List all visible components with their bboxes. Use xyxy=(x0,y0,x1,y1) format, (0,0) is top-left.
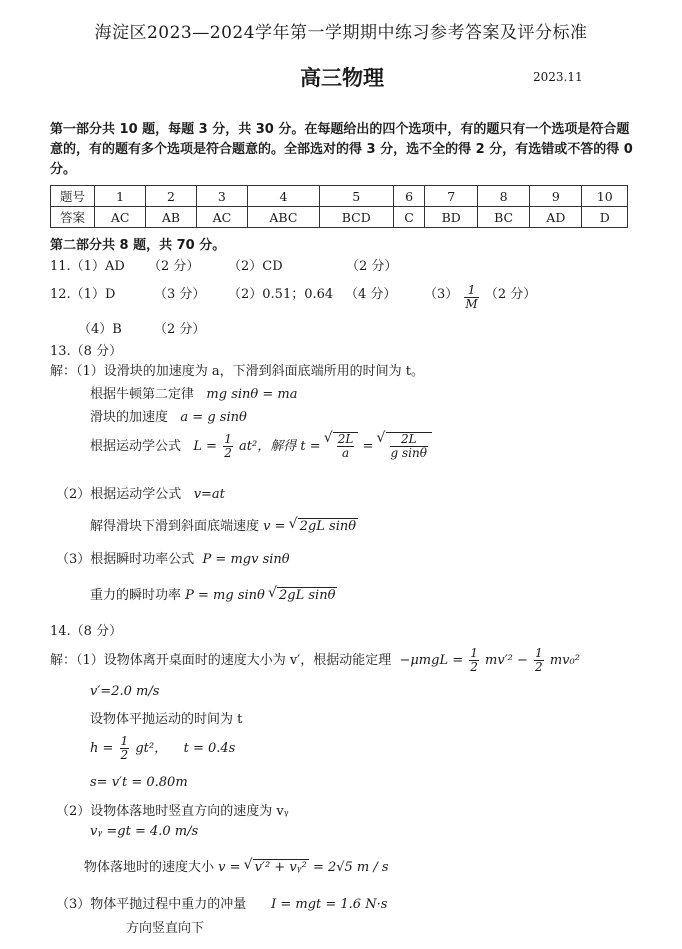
q13-line-5-text: （2）根据运动学公式 xyxy=(56,487,182,502)
q12-answer-3 xyxy=(424,283,536,311)
q13-line-6 xyxy=(90,515,358,534)
q11-answer-1: 11.（1）AD xyxy=(50,259,125,274)
q12-answer-3-label: （3） xyxy=(424,287,459,302)
q12-score-1: （3 分） xyxy=(154,287,206,302)
q13-line-4 xyxy=(90,432,432,460)
table-cell: AD xyxy=(530,207,582,228)
fraction-denominator: 2 xyxy=(224,446,232,460)
table-cell: BC xyxy=(478,207,530,228)
q13-line-4-text: 根据运动学公式 xyxy=(90,439,182,454)
q14-line-3: 设物体平抛运动的时间为 t xyxy=(90,712,243,727)
q14-line-9 xyxy=(56,893,387,912)
fraction-half xyxy=(223,433,233,460)
q13-line-6-pre: v = xyxy=(263,519,286,534)
q11-score-2: （2 分） xyxy=(346,259,398,274)
q14-line-1-post: mv₀² xyxy=(549,653,580,668)
q13-line-2-text: 根据牛顿第二定律 xyxy=(90,387,195,402)
sqrt-expression: √ v′² + vᵧ² xyxy=(253,859,309,875)
q14-heading: 14.（8 分） xyxy=(50,624,123,639)
q13-line-2 xyxy=(90,383,297,402)
q13-line-8-pre: P = mg sinθ xyxy=(185,588,265,603)
sqrt-expression: √ 2gL sinθ xyxy=(298,518,358,534)
table-cell: 4 xyxy=(248,186,320,207)
sqrt-expression xyxy=(386,432,432,460)
table-header-cell: 答案 xyxy=(51,207,95,228)
table-cell: AB xyxy=(146,207,196,228)
q13-line-4-t: t = xyxy=(300,439,321,454)
fraction-numerator: 1 xyxy=(120,734,129,748)
q14-line-2: v′=2.0 m/s xyxy=(90,684,160,699)
fraction-numerator: 1 xyxy=(470,646,478,660)
part2-intro: 第二部分共 8 题，共 70 分。 xyxy=(50,238,226,253)
fraction-half xyxy=(469,647,479,674)
fraction-denominator: g sinθ xyxy=(390,446,427,460)
q14-line-9-formula: I = mgt = 1.6 N·s xyxy=(271,897,388,912)
q12-score-3: （2 分） xyxy=(484,287,537,302)
q14-line-8 xyxy=(84,856,389,875)
fraction-denominator: 2 xyxy=(535,660,543,674)
fraction-denominator: M xyxy=(465,297,478,311)
sqrt-fraction xyxy=(390,433,428,460)
q13-line-7-formula: P = mgv sinθ xyxy=(202,552,290,567)
table-cell: BCD xyxy=(319,207,393,228)
table-cell: 6 xyxy=(393,186,425,207)
q13-line-2-formula: mg sinθ = ma xyxy=(206,387,298,402)
table-cell: 1 xyxy=(95,186,146,207)
q13-line-7-text: （3）根据瞬时功率公式 xyxy=(56,552,195,567)
fraction-denominator: 2 xyxy=(470,660,478,674)
fraction-numerator: √ 2L xyxy=(337,432,354,446)
fraction-denominator: a xyxy=(341,446,350,460)
q12-answer-1: 12.（1）D xyxy=(50,287,116,302)
table-cell: 3 xyxy=(196,186,247,207)
q14-line-5: s= v′t = 0.80m xyxy=(90,775,188,790)
q11-answer-2: （2）CD xyxy=(228,259,283,274)
document-subtitle: 高三物理 xyxy=(300,66,384,90)
table-cell: AC xyxy=(196,207,247,228)
table-cell: 5 xyxy=(319,186,393,207)
q13-line-8-text: 重力的瞬时功率 xyxy=(90,588,182,603)
q13-line-8 xyxy=(90,584,337,603)
answer-table xyxy=(50,185,628,228)
q13-line-5 xyxy=(56,483,225,502)
q14-line-4 xyxy=(90,735,235,762)
q14-line-4-pre: h = xyxy=(90,741,114,756)
fraction-denominator: 2 xyxy=(120,748,129,762)
q11-score-1: （2 分） xyxy=(148,259,200,274)
table-header-cell: 题号 xyxy=(51,186,95,207)
fraction-numerator: √ 2L xyxy=(390,433,428,447)
table-cell: D xyxy=(582,207,628,228)
equals-sign: = xyxy=(362,439,374,454)
q14-line-8-post: = 2√5 m / s xyxy=(312,860,389,875)
q12-score-4: （2 分） xyxy=(154,322,206,337)
table-cell: 8 xyxy=(478,186,530,207)
table-row-numbers xyxy=(51,186,628,207)
table-row-answers xyxy=(51,207,628,228)
table-cell: ABC xyxy=(248,207,320,228)
sqrt-expression: √ 2gL sinθ xyxy=(277,587,337,603)
q14-line-10: 方向竖直向下 xyxy=(126,921,205,936)
q14-line-9-text: （3）物体平抛过程中重力的冲量 xyxy=(56,897,247,912)
table-cell: 2 xyxy=(146,186,196,207)
document-date: 2023.11 xyxy=(533,70,583,84)
q14-line-7: vᵧ =gt = 4.0 m/s xyxy=(90,824,199,839)
fraction-numerator: 1 xyxy=(224,432,232,446)
q12-answer-2: （2）0.51；0.64 xyxy=(228,287,334,302)
fraction-numerator: 1 xyxy=(464,284,478,298)
q14-line-4-t: t = 0.4s xyxy=(183,741,236,756)
q14-line-4-post: gt²， xyxy=(135,741,168,756)
table-cell: 7 xyxy=(425,186,478,207)
sqrt-expression xyxy=(333,432,359,460)
q13-line-1: 解：（1）设滑块的加速度为 a，下滑到斜面底端所用的时间为 t。 xyxy=(50,364,425,379)
q14-line-6: （2）设物体落地时竖直方向的速度为 vᵧ xyxy=(56,804,289,819)
q12-answer-4: （4）B xyxy=(78,322,122,337)
q14-line-8-pre: v = xyxy=(218,860,241,875)
q13-line-3 xyxy=(90,406,247,425)
fraction-half xyxy=(534,647,544,674)
q12-score-2: （4 分） xyxy=(345,287,397,302)
q13-line-7 xyxy=(56,548,290,567)
document-title: 海淀区2023—2024学年第一学期期中练习参考答案及评分标准 xyxy=(94,23,588,43)
table-cell: BD xyxy=(425,207,478,228)
q14-line-1 xyxy=(50,647,580,674)
table-cell: AC xyxy=(95,207,146,228)
q14-line-1-pre: −μmgL = xyxy=(399,653,464,668)
fraction-half xyxy=(120,735,130,762)
part1-intro: 第一部分共 10 题，每题 3 分，共 30 分。在每题给出的四个选项中，有的题只有一个选项是符合题意的，有的题有多个选项是符合题意的。全部选对的得 3 分，选不全的得 2 分，有选错或不答的得 0 分。 xyxy=(50,122,633,177)
table-cell: 10 xyxy=(582,186,628,207)
fraction-numerator: 1 xyxy=(535,646,543,660)
table-cell: C xyxy=(393,207,425,228)
q13-line-5-formula: v=at xyxy=(193,487,225,502)
q14-line-1-text: 解：（1）设物体离开桌面时的速度大小为 v′，根据动能定理 xyxy=(50,653,392,668)
q13-heading: 13.（8 分） xyxy=(50,344,123,359)
q14-line-1-mid: mv′² − xyxy=(485,653,528,668)
q13-line-3-text: 滑块的加速度 xyxy=(90,410,169,425)
table-cell: 9 xyxy=(530,186,582,207)
q13-line-6-text: 解得滑块下滑到斜面底端速度 xyxy=(90,519,260,534)
q13-line-4-pre: L = xyxy=(193,439,218,454)
q13-line-4-post: at²，解得 xyxy=(239,439,297,454)
q12-fraction xyxy=(464,284,478,311)
q14-line-8-text: 物体落地时的速度大小 xyxy=(84,860,215,875)
sqrt-fraction xyxy=(337,433,355,460)
q13-line-3-formula: a = g sinθ xyxy=(180,410,247,425)
